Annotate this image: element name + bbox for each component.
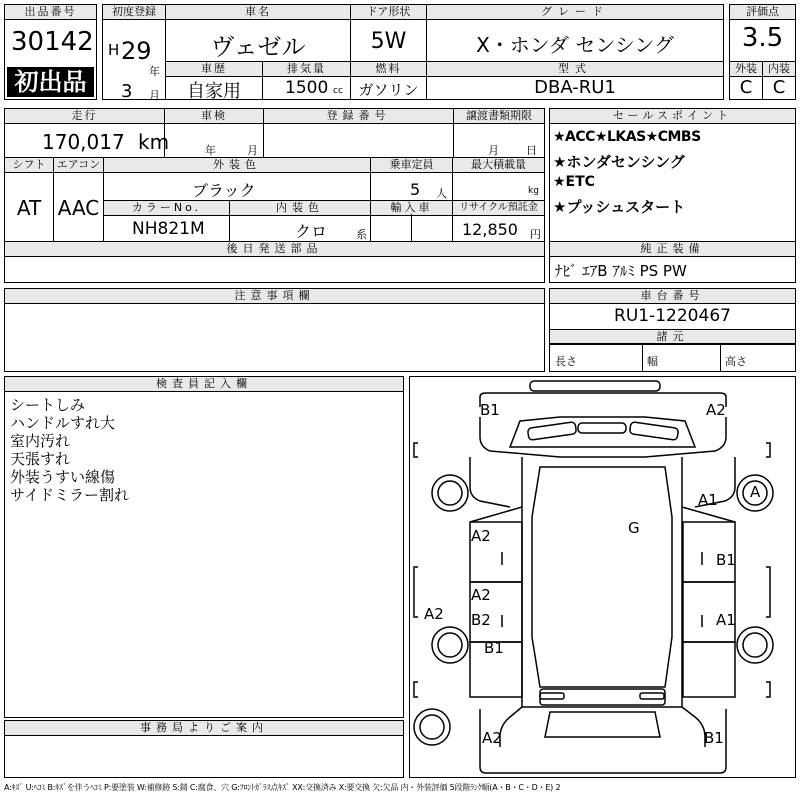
int-color-suffix: 系 <box>356 228 367 241</box>
shift-label: シフト <box>4 157 54 173</box>
transfer-label: 譲渡書類期限 <box>453 108 545 124</box>
mark-front-right: A2 <box>706 401 726 419</box>
lot-number: 30142 <box>11 27 94 57</box>
shift: AT <box>16 196 42 220</box>
sales-point-2: ★ホンダセンシング <box>553 153 685 171</box>
capacity-unit: 人 <box>436 187 447 200</box>
displacement: 1500 <box>285 78 329 98</box>
fuel: ガソリン <box>358 81 419 99</box>
car-outline <box>410 377 795 777</box>
reg-no-label: 登録番号 <box>263 108 454 124</box>
history: 自家用 <box>187 81 241 102</box>
mark-rear-left: A2 <box>482 729 502 747</box>
inspector-line-6: サイドミラー割れ <box>10 486 129 504</box>
chassis-number: RU1-1220467 <box>614 306 731 326</box>
transfer-day-unit: 日 <box>526 144 537 157</box>
inspector-line-5: 外装うすい線傷 <box>10 468 116 486</box>
reg-year-unit: 年 <box>149 65 160 78</box>
length-label: 長さ <box>555 355 577 368</box>
car-diagram <box>409 376 796 778</box>
dims-div-1 <box>642 343 643 372</box>
dims-label: 諸元 <box>549 329 796 345</box>
lot-number-label: 出品番号 <box>4 4 97 20</box>
sales-point-3: ★ETC <box>553 174 595 190</box>
later-parts-label: 後日発送部品 <box>4 241 545 257</box>
inspector-label: 検査員記入欄 <box>4 376 404 392</box>
recycle: 12,850 <box>462 220 518 239</box>
model-label: 型式 <box>426 61 724 77</box>
mark-left-front-door: A2 <box>471 527 491 545</box>
door-label: ドア形状 <box>350 4 427 20</box>
import-divider <box>411 214 412 242</box>
mark-rear-right: B1 <box>704 729 724 747</box>
first-listing-badge: 初出品 <box>7 67 94 97</box>
load-unit: kg <box>528 186 539 196</box>
recycle-label: リサイクル預託金 <box>452 200 545 216</box>
sales-point-1: ★ACC★LKAS★CMBS <box>553 129 701 145</box>
mileage-unit: km <box>138 130 170 154</box>
inspection-year-unit: 年 <box>205 144 216 157</box>
transfer-month-unit: 月 <box>488 144 499 157</box>
grade: X・ホンダ センシング <box>476 33 674 57</box>
mileage: 170,017 <box>42 130 125 154</box>
chassis-label: 車台番号 <box>549 288 796 304</box>
reg-year: 29 <box>121 37 152 65</box>
exterior-box <box>729 61 763 100</box>
score: 3.5 <box>741 23 784 53</box>
office-label: 事務局よりご案内 <box>4 720 404 736</box>
car-name-box <box>165 4 351 62</box>
door-type: 5W <box>370 29 407 54</box>
grade-box <box>426 4 724 62</box>
fuel-box <box>350 61 427 100</box>
height-label: 高さ <box>725 355 747 368</box>
mark-roof: G <box>628 519 640 537</box>
width-label: 幅 <box>647 355 658 368</box>
displacement-unit: cc <box>333 86 343 96</box>
int-color: クロ <box>295 222 328 241</box>
color-label: 外装色 <box>103 157 371 173</box>
interior-grade: C <box>772 77 786 98</box>
mark-right-front-door: B1 <box>716 551 736 569</box>
mark-front-left: B1 <box>480 401 500 419</box>
exterior-grade: C <box>739 77 753 98</box>
model-box <box>426 61 724 100</box>
dims-row <box>549 343 796 372</box>
exterior-label: 外装 <box>729 61 763 77</box>
mark-left-rear-door-a: A2 <box>471 586 491 604</box>
mark-right-rear-door: A1 <box>716 611 736 629</box>
reg-month-unit: 月 <box>149 89 160 102</box>
mark-right-fender: A1 <box>698 491 718 509</box>
door-box <box>350 4 427 62</box>
mark-left-rear-quarter: B1 <box>484 639 504 657</box>
color-no: NH821M <box>132 219 205 239</box>
load-label: 最大積載量 <box>452 157 545 173</box>
mark-right-front-wheel: A <box>750 483 761 501</box>
mark-left-rear-door-b: B2 <box>471 611 491 629</box>
inspector-line-1: シートしみ <box>10 396 86 414</box>
dims-div-2 <box>720 343 721 372</box>
history-label: 車歴 <box>165 61 263 77</box>
displacement-label: 排気量 <box>262 61 351 77</box>
inspector-line-3: 室内汚れ <box>10 432 71 450</box>
color: ブラック <box>192 181 256 200</box>
ac: AAC <box>57 196 100 220</box>
era: H <box>108 41 120 59</box>
history-box <box>165 61 263 100</box>
equipment-value: ﾅﾋﾞ ｴｱB ｱﾙﾐ PS PW <box>555 262 687 280</box>
first-registration-label: 初度登録 <box>102 4 166 20</box>
capacity-label: 乗車定員 <box>370 157 453 173</box>
mileage-label: 走行 <box>4 108 165 124</box>
interior-label: 内装 <box>762 61 796 77</box>
equipment-label: 純正装備 <box>549 241 796 257</box>
score-label: 評価点 <box>729 4 796 20</box>
sales-points-label: セールスポイント <box>549 108 796 124</box>
capacity: 5 <box>410 180 421 199</box>
mark-left-side: A2 <box>424 605 444 623</box>
sales-point-4: ★プッシュスタート <box>553 198 686 216</box>
inspector-line-4: 天張すれ <box>10 450 71 468</box>
inspector-line-2: ハンドルすれ大 <box>10 414 116 432</box>
inspection-label: 車検 <box>164 108 264 124</box>
ac-label: エアコン <box>53 157 104 173</box>
notes-label: 注意事項欄 <box>4 288 545 304</box>
int-color-label: 内装色 <box>229 200 371 216</box>
reg-month: 3 <box>121 81 133 102</box>
score-box <box>729 4 796 62</box>
model: DBA-RU1 <box>534 77 616 98</box>
lot-number-box <box>4 4 97 100</box>
legend: A:ｷｽﾞ U:ﾍｺﾐ B:ｷｽﾞを伴うﾍｺﾐ P:要塗装 W:補修跡 S:錆 C:腐食、穴 G:ﾌﾛﾝﾄｶﾞﾗｽ点ｷｽﾞ XX:交換済み X:要交換 欠:欠品 内・外装評価 5段階ﾗﾝｸ順(A・B・C・D・E) 2 <box>4 783 561 792</box>
color-no-label: カラーNo. <box>103 200 230 216</box>
car-name-label: 車名 <box>165 4 351 20</box>
inspection-month-unit: 月 <box>247 144 258 157</box>
grade-label: グレード <box>426 4 724 20</box>
interior-box <box>762 61 796 100</box>
first-registration-box <box>102 4 166 100</box>
displacement-box <box>262 61 351 100</box>
car-name: ヴェゼル <box>210 33 306 61</box>
import-label: 輸入車 <box>370 200 453 216</box>
fuel-label: 燃料 <box>350 61 427 77</box>
recycle-unit: 円 <box>530 228 541 241</box>
